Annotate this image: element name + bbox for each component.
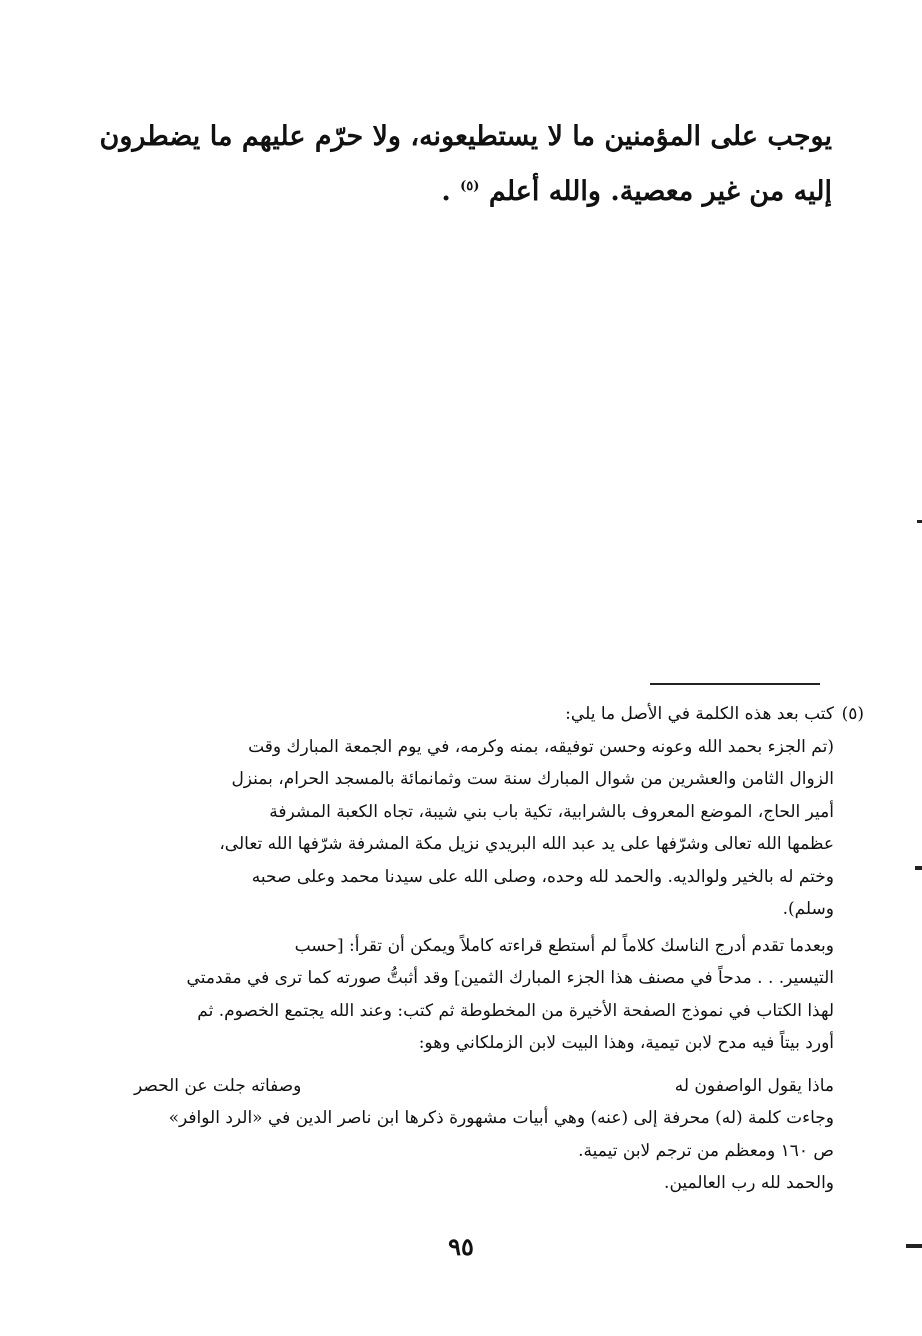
scan-edge-mark — [917, 520, 922, 523]
footnote-line: عظمها الله تعالى وشرّفها على يد عبد الله البريدي نزيل مكة المشرفة شرّفها الله تعالى، — [219, 834, 834, 854]
scan-edge-mark — [915, 866, 922, 870]
verse-first-hemistich: ماذا يقول الواصفون له — [674, 1075, 834, 1096]
main-text-line-2-body: إليه من غير معصية. والله أعلم — [488, 176, 832, 207]
poem-verse — [134, 1070, 834, 1103]
footnote-paragraph-3-line: وجاءت كلمة (له) محرفة إلى (عنه) وهي أبيات مشهورة ذكرها ابن ناصر الدين في «الرد الوافر» — [168, 1108, 834, 1128]
footnote-marker: (٥) — [841, 704, 864, 724]
scan-edge-mark — [906, 1244, 922, 1248]
footnote-line: أمير الحاج، الموضع المعروف بالشرابية، تكية باب بني شيبة، تجاه الكعبة المشرفة — [269, 801, 834, 822]
footnote-block — [134, 698, 864, 1200]
footnote-reference[interactable]: (٥) — [460, 179, 480, 194]
footnote-separator — [650, 683, 820, 685]
footnote-line: الزوال الثامن والعشرين من شوال المبارك سنة ست وثمانمائة بالمسجد الحرام، بمنزل — [231, 769, 834, 789]
footnote-line: كتب بعد هذه الكلمة في الأصل ما يلي: — [565, 704, 834, 724]
page-number: ٩٥ — [448, 1232, 474, 1261]
verse-second-hemistich: وصفاته جلت عن الحصر — [134, 1075, 302, 1096]
footnote-paragraph-3-line: ص ١٦٠ ومعظم من ترجم لابن تيمية. — [578, 1140, 834, 1161]
footnote-paragraph-2-line: التيسير. . . مدحاً في مصنف هذا الجزء المبارك الثمين] وقد أثبتُّ صورته كما ترى في مقدمتي — [186, 968, 834, 988]
footnote-line: (تم الجزء بحمد الله وعونه وحسن توفيقه، بمنه وكرمه، في يوم الجمعة المبارك وقت — [248, 736, 834, 757]
footnote-paragraph-2-line: لهذا الكتاب في نموذج الصفحة الأخيرة من المخطوطة ثم كتب: وعند الله يجتمع الخصوم. ثم — [197, 1000, 834, 1021]
main-text-line-1: يوجب على المؤمنين ما لا يستطيعونه، ولا حرّم عليهم ما يضطرون — [99, 121, 832, 152]
footnote-line: وختم له بالخير ولوالديه. والحمد لله وحده، وصلى الله على سيدنا محمد وعلى صحبه — [251, 866, 834, 887]
spacer — [134, 1060, 834, 1070]
footnote-line: وسلم). — [782, 899, 834, 919]
footnote-paragraph-2-line: أورد بيتاً فيه مدح لابن تيمية، وهذا البيت لابن الزملكاني وهو: — [418, 1033, 834, 1053]
main-text-line-2-end: . — [441, 176, 451, 207]
main-text-block — [99, 112, 832, 217]
footnote-paragraph-2-line: وبعدما تقدم أدرج الناسك كلاماً لم أستطع قراءته كاملاً ويمكن أن تقرأ: [حسب — [294, 935, 834, 956]
footnote-paragraph-3-line: والحمد لله رب العالمين. — [664, 1173, 834, 1193]
main-text-line-2 — [132, 162, 832, 217]
